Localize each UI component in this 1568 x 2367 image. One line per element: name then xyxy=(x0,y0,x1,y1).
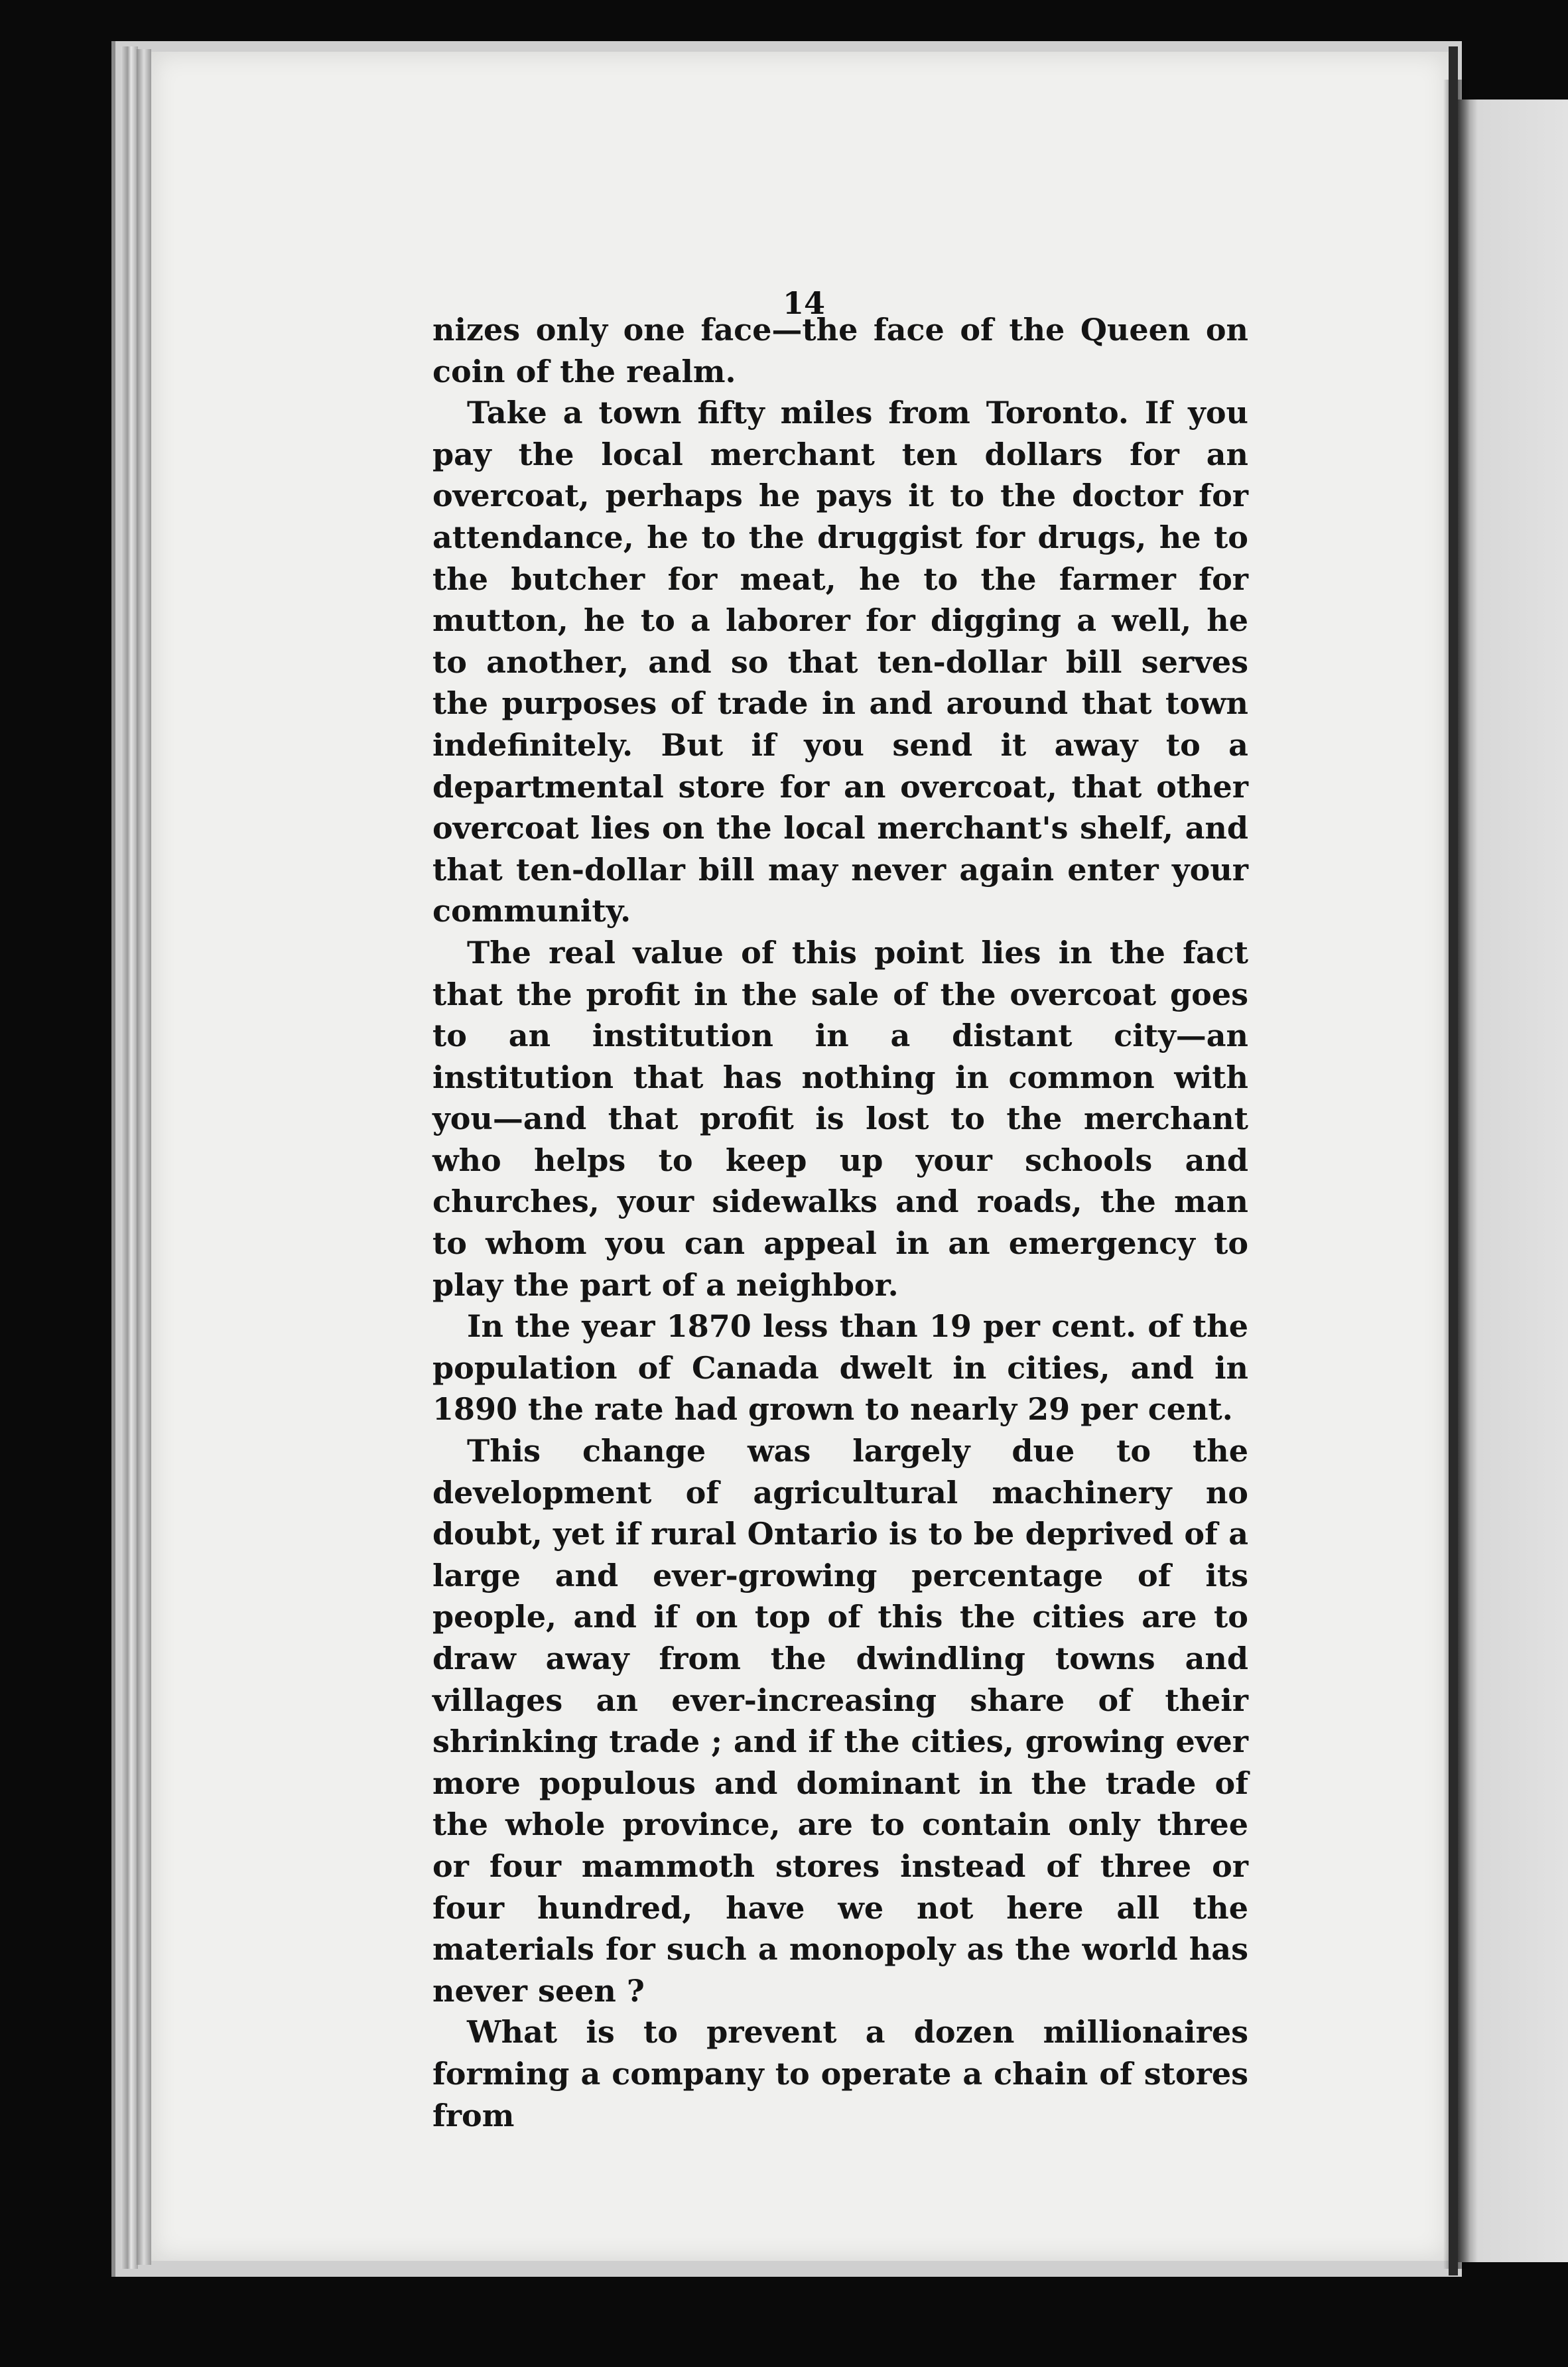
leaf-edge xyxy=(121,46,138,2269)
paragraph: nizes only one face—the face of the Queen on coin of the realm. xyxy=(432,312,1248,389)
paragraph: This change was largely due to the development of agricultural machinery no doubt, yet if rural Ontario is to be deprived of a large and ever-growing percentage of its people, and if on top of this the cities are to draw away from the dwindling towns and villages an ever-increasing share of their shrinking trade ; and if the cities, growing ever more populous and dominant in the trade of the whole province, are to contain only three or four mammoth stores instead of three or four hundred, have we not here all the materials for such a monopoly as the world has never seen ? xyxy=(432,1433,1248,2009)
book-spine xyxy=(1449,46,1458,2275)
paragraph: What is to prevent a dozen millionaires forming a company to operate a chain of stores from xyxy=(432,2014,1248,2133)
leaf-edge xyxy=(137,49,151,2265)
page-number: 14 xyxy=(782,285,825,321)
paragraph: Take a town fifty miles from Toronto. If you pay the local merchant ten dollars for an overcoat, perhaps he pays it to the doctor for attendance, he to the druggist for drugs, he to the butcher for meat, he to the farmer for mutton, he to a laborer for digging a well, he to another, and so that ten-dollar bill serves the purposes of trade in and around that town indefinitely. But if you send it away to a departmental store for an overcoat, that other overcoat lies on the local merchant's shelf, and that ten-dollar bill may never again enter your community. xyxy=(432,395,1248,929)
facing-page-sliver xyxy=(1458,100,1568,2262)
paragraph: The real value of this point lies in the fact that the profit in the sale of the overcoat goes to an institution in a distant city—an institution that has nothing in common with you—and that profit is lost to the merchant who helps to keep up your schools and churches, your sidewalks and roads, the man to whom you can appeal in an emergency to play the part of a neighbor. xyxy=(432,934,1248,1303)
page-text-body xyxy=(432,309,1248,2136)
paragraph: In the year 1870 less than 19 per cent. of the population of Canada dwelt in cities, and in 1890 the rate had grown to nearly 29 per cent. xyxy=(432,1308,1248,1428)
